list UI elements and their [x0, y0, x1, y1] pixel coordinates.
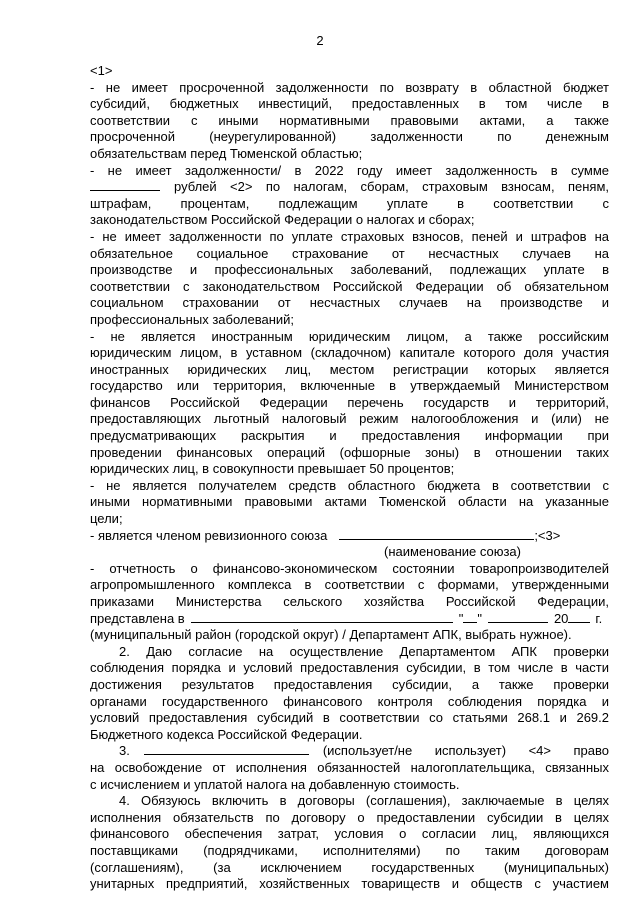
clause-insurance-debt [90, 229, 609, 329]
text-line: - отчетность о финансово-экономическом состоянии товаропроизводителей [90, 560, 609, 576]
page-number: 2 [316, 33, 324, 48]
text-line: юридическим лицом, в уставном (складочном) капитале которого доля участия [90, 345, 609, 361]
text-line: соответствии с иными нормативными правовыми актами, а также [90, 112, 609, 128]
quote-mark: " [458, 610, 464, 626]
year-suffix: г. [595, 610, 603, 626]
text-line: 2. Даю согласие на осуществление Департаментом АПК проверки [119, 643, 609, 659]
text-line: Бюджетного кодекса Российской Федерации. [90, 726, 363, 742]
text-line: 4. Обязуюсь включить в договоры (соглашения), заключаемые в целях [119, 793, 609, 809]
paragraph-vat-exemption [90, 743, 609, 793]
text-line: обязательное социальное страхование от несчастных случаев на [90, 245, 609, 261]
clause-no-overdue-debt [90, 80, 609, 163]
footnote-ref-1: <1> [90, 63, 113, 78]
report-month-field[interactable] [488, 611, 548, 623]
clause-tax-debt [90, 163, 609, 229]
text-line: профессиональных заболеваний; [90, 311, 295, 327]
field-caption: (наименование союза) [384, 544, 521, 560]
clause-reporting [90, 561, 609, 644]
text-line: с исчислением и уплатой налога на добавленную стоимость. [90, 776, 460, 792]
clause-not-budget-recipient [90, 478, 609, 528]
field-caption: (муниципальный район (городской округ) / Департамент АПК, выбрать нужное). [90, 627, 572, 643]
text-line: обязательствам перед Тюменской областью; [90, 145, 363, 161]
text-line: финансового обеспечения затрат, условия о согласии лиц, являющихся [90, 826, 609, 842]
text-line: субсидий, бюджетных инвестиций, предоставленных в том числе в [90, 96, 609, 112]
text-segment: (использует/не использует) <4> право [322, 743, 609, 759]
text-line: достижения результатов предоставления субсидии, а также проверки [90, 676, 609, 692]
text-line: просроченной (неурегулированной) задолженности по денежным [90, 129, 609, 145]
text-line [90, 179, 609, 196]
text-line: иностранных юридических лиц, местом регистрации которых является [90, 361, 609, 377]
text-line: соответствии с законодательством Российской Федерации об обязательном [90, 278, 609, 294]
document-body [90, 63, 609, 893]
text-line: условий предоставления субсидий в соответствии со статьями 268.1 и 269.2 [90, 710, 609, 726]
text-segment: рублей <2> по налогам, сборам, страховым взносам, пеням, [174, 179, 609, 195]
clause-audit-union [90, 528, 609, 561]
text-line: иными нормативными правовыми актами Тюменской области на указанные [90, 494, 609, 510]
audit-union-field[interactable] [339, 528, 534, 540]
text-line: социальном страховании от несчастных случаев на производстве и [90, 295, 609, 311]
text-line: - не имеет задолженности по уплате страховых взносов, пеней и штрафов на [90, 228, 609, 244]
report-year-field[interactable] [568, 611, 590, 623]
text-line: исполнения обязательств по договору о предоставлении субсидии в целях [90, 809, 609, 825]
paragraph-number: 3. [119, 743, 130, 759]
paragraph-contract-terms [90, 793, 609, 893]
quote-mark: " [477, 610, 482, 626]
debt-amount-field[interactable] [90, 179, 160, 191]
text-line: государство или территория, включенные в утверждаемый Министерством [90, 378, 609, 394]
text-line [90, 611, 609, 628]
text-segment: - является членом ревизионного союза [90, 527, 328, 543]
text-line: - не является иностранным юридическим лицом, а также российским [90, 328, 609, 344]
text-line: - не является получателем средств областного бюджета в соответствии с [90, 477, 609, 493]
text-line: на освобождение от исполнения обязанностей налогоплательщика, связанных [90, 759, 609, 775]
text-line: штрафам, процентам, подлежащим уплате в соответствии с [90, 195, 609, 211]
text-line: предоставляющих льготный налоговый режим налогообложения и (или) не [90, 411, 609, 427]
reporting-recipient-field[interactable] [191, 611, 453, 623]
text-line: юридических лиц, в совокупности превышает 50 процентов; [90, 461, 455, 477]
text-line: цели; [90, 511, 123, 527]
text-segment: представлена в [90, 610, 185, 626]
clause-foreign-entity [90, 329, 609, 478]
text-line: предусматривающих раскрытия и предоставления информации при [90, 428, 609, 444]
paragraph-consent-inspection [90, 644, 609, 744]
text-line: финансов Российской Федерации перечень государств и территорий, [90, 394, 609, 410]
report-day-field[interactable] [463, 611, 477, 623]
text-line: производстве и профессиональных заболеваний, подлежащих уплате в [90, 262, 609, 278]
text-line: унитарных предприятий, хозяйственных товариществ и обществ с участием [90, 876, 609, 892]
text-line: законодательством Российской Федерации о налогах и сборах; [90, 212, 475, 228]
footnote-ref-3: ;<3> [534, 527, 561, 543]
text-line: органами государственного финансового контроля соблюдения порядка и [90, 693, 609, 709]
text-line: приказами Министерства сельского хозяйства Российской Федерации, [90, 594, 609, 609]
vat-usage-field[interactable] [144, 743, 309, 755]
text-line: (соглашениям), (за исключением государственных (муниципальных) [90, 859, 609, 875]
text-line: - не имеет задолженности/ в 2022 году имеет задолженность в сумме [90, 162, 609, 178]
text-line: - не имеет просроченной задолженности по возврату в областной бюджет [90, 79, 609, 95]
text-line [90, 743, 609, 760]
year-prefix: 20 [553, 610, 569, 626]
text-line: проведении финансовых операций (офшорные зоны) в отношении таких [90, 444, 609, 460]
text-line: агропромышленного комплекса в соответствии с формами, утвержденными [90, 577, 609, 593]
text-line: соблюдения порядка и условий предоставления субсидии, в том числе в части [90, 660, 609, 676]
text-line [90, 528, 609, 545]
text-line: поставщиками (подрядчиками, исполнителями) по таким договорам [90, 842, 609, 858]
